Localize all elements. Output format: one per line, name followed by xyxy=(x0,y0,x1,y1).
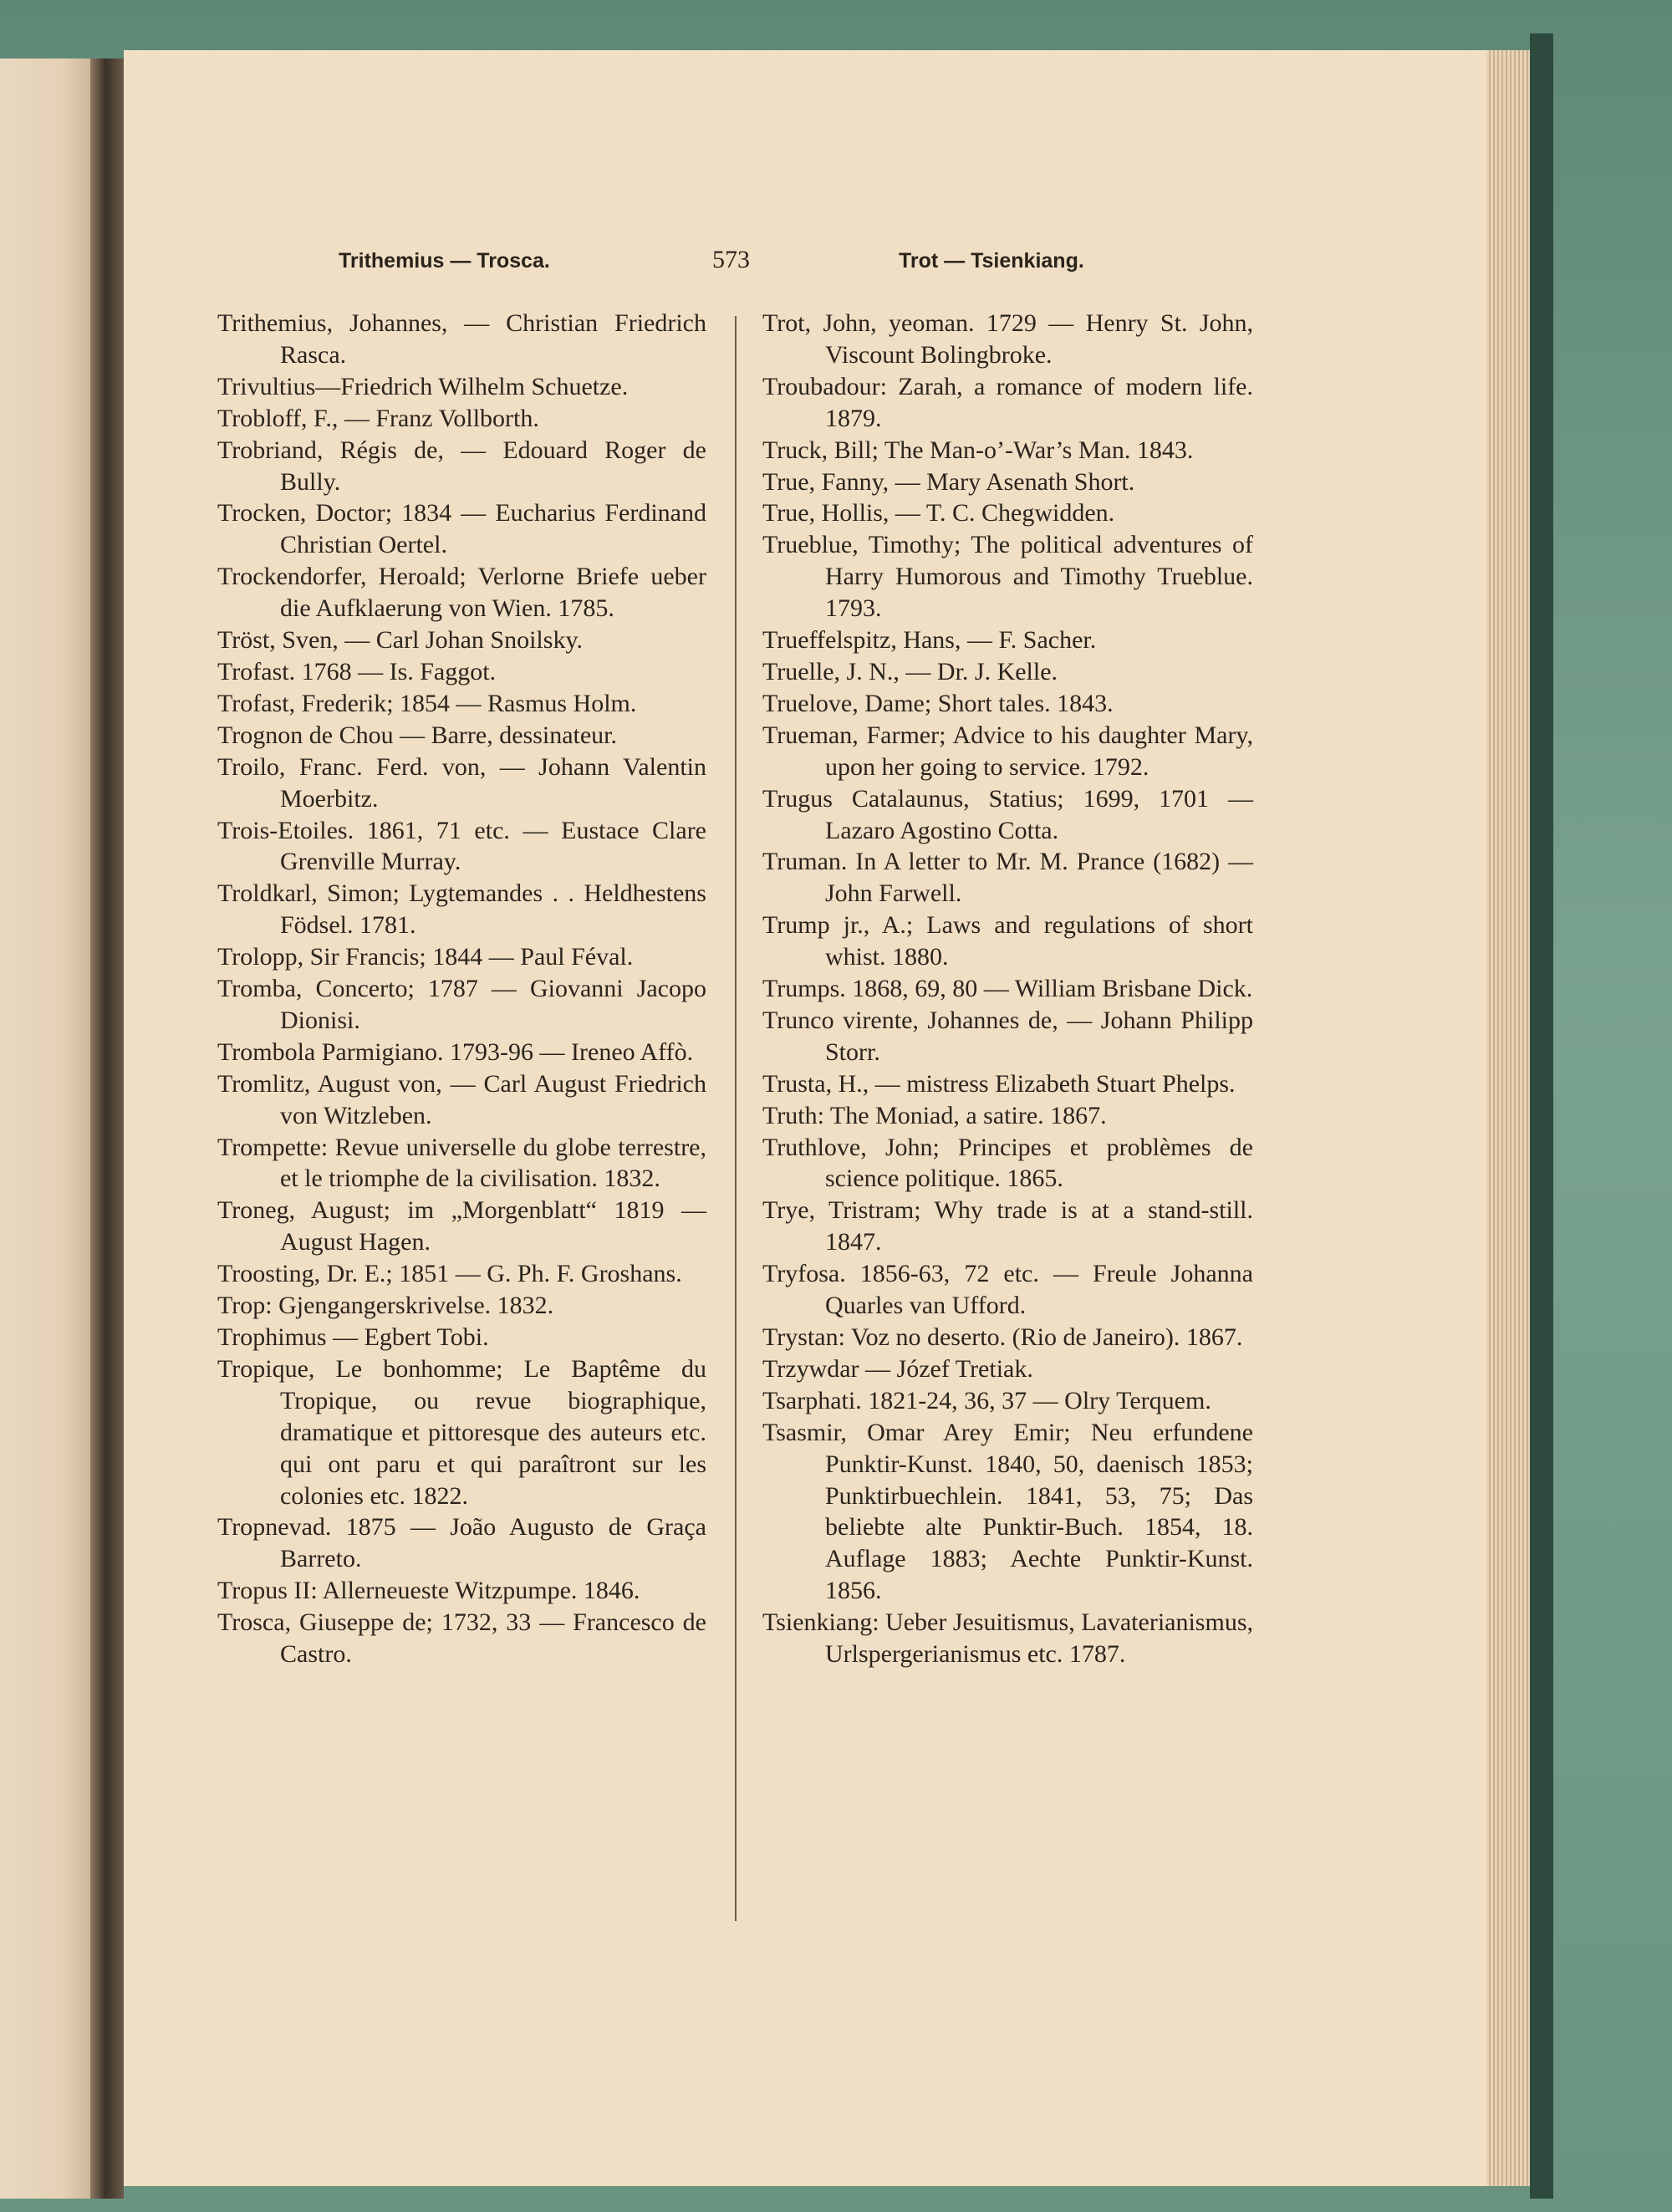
index-entry: Trzywdar — Józef Tretiak. xyxy=(762,1354,1033,1383)
index-entry: Trofast. 1768 — Is. Faggot. xyxy=(217,657,497,686)
index-entry: Trop: Gjengangerskrivelse. 1832. xyxy=(217,1292,554,1320)
index-entry: Trofast, Frederik; 1854 — Rasmus Holm. xyxy=(217,689,637,717)
index-entry: Tropnevad. 1875 — João Augusto de Graça Barreto. xyxy=(217,1513,706,1573)
index-entry: Trockendorfer, Heroald; Verlorne Briefe ueber die Aufklaerung von Wien. 1785. xyxy=(217,563,706,623)
index-entry: Trueblue, Timothy; The political adventures of Harry Humorous and Timothy Trueblue. 1793. xyxy=(762,531,1253,623)
index-entry: Trystan: Voz no deserto. (Rio de Janeiro). 1867. xyxy=(762,1323,1243,1351)
index-entry: Trognon de Chou — Barre, dessinateur. xyxy=(217,721,618,749)
index-entry: Troldkarl, Simon; Lygtemandes . . Heldhestens Födsel. 1781. xyxy=(217,879,706,940)
index-entry: Trueffelspitz, Hans, — F. Sacher. xyxy=(762,626,1097,655)
index-entry: Tromba, Concerto; 1787 — Giovanni Jacopo Dionisi. xyxy=(217,975,706,1034)
index-entry: Trolopp, Sir Francis; 1844 — Paul Féval. xyxy=(217,943,634,971)
index-entry: Trump jr., A.; Laws and regulations of short whist. 1880. xyxy=(762,911,1253,971)
index-entry: Tröst, Sven, — Carl Johan Snoilsky. xyxy=(217,626,583,655)
index-entry: Trot, John, yeoman. 1729 — Henry St. John, Viscount Bolingbroke. xyxy=(762,309,1253,369)
running-head-left: Trithemius — Trosca. xyxy=(339,249,550,273)
page-stack-edge xyxy=(1486,50,1530,2186)
book-gutter xyxy=(90,59,124,2199)
index-entry: Trithemius, Johannes, — Christian Friedrich Rasca. xyxy=(217,309,706,369)
index-entry: Truelle, J. N., — Dr. J. Kelle. xyxy=(762,657,1058,686)
index-entry: Tropique, Le bonhomme; Le Baptême du Tropique, ou revue biographique, dramatique et pittoresque des auteurs etc. qui ont paru et qui paraîtront sur les colonies etc. 1822. xyxy=(217,1354,706,1510)
index-entry: Trombola Parmigiano. 1793-96 — Ireneo Affò. xyxy=(217,1037,694,1066)
running-head xyxy=(0,246,1672,279)
facing-page-edge xyxy=(0,59,90,2199)
index-entry: Tsasmir, Omar Arey Emir; Neu erfundene Punktir-Kunst. 1840, 50, daenisch 1853; Punktirbuechlein. 1841, 53, 75; Das beliebte alte Punktir-Buch. 1854, 18. Auflage 1883; Aechte Punktir-Kunst. 1856. xyxy=(762,1418,1253,1605)
index-entry: True, Hollis, — T. C. Chegwidden. xyxy=(762,499,1115,528)
index-entry: Trosca, Giuseppe de; 1732, 33 — Francesco de Castro. xyxy=(217,1608,706,1669)
index-entry: Trobriand, Régis de, — Edouard Roger de Bully. xyxy=(217,436,706,496)
index-entry: Truelove, Dame; Short tales. 1843. xyxy=(762,689,1114,717)
index-entry: Trueman, Farmer; Advice to his daughter Mary, upon her going to service. 1792. xyxy=(762,721,1253,781)
index-entry: Trusta, H., — mistress Elizabeth Stuart Phelps. xyxy=(762,1069,1236,1098)
index-entry: Tryfosa. 1856-63, 72 etc. — Freule Johanna Quarles van Ufford. xyxy=(762,1260,1253,1320)
index-entry: Trompette: Revue universelle du globe terrestre, et le triomphe de la civilisation. 1832. xyxy=(217,1133,706,1193)
index-entry: Troneg, August; im „Morgenblatt“ 1819 — August Hagen. xyxy=(217,1196,706,1256)
index-entry: Tsarphati. 1821-24, 36, 37 — Olry Terquem. xyxy=(762,1386,1211,1414)
index-entry: Trophimus — Egbert Tobi. xyxy=(217,1323,489,1351)
index-entry: Trocken, Doctor; 1834 — Eucharius Ferdinand Christian Oertel. xyxy=(217,499,706,559)
index-entry: Trumps. 1868, 69, 80 — William Brisbane Dick. xyxy=(762,975,1253,1003)
left-column xyxy=(217,308,706,1670)
index-entry: Tsienkiang: Ueber Jesuitismus, Lavaterianismus, Urlspergerianismus etc. 1787. xyxy=(762,1608,1253,1669)
index-entry: Trunco virente, Johannes de, — Johann Philipp Storr. xyxy=(762,1006,1253,1066)
index-entry: True, Fanny, — Mary Asenath Short. xyxy=(762,467,1135,496)
page-number: 573 xyxy=(712,246,750,273)
index-entry: Trivultius—Friedrich Wilhelm Schuetze. xyxy=(217,372,629,400)
index-entry: Trois-Etoiles. 1861, 71 etc. — Eustace Clare Grenville Murray. xyxy=(217,816,706,876)
index-entry: Trye, Tristram; Why trade is at a stand-still. 1847. xyxy=(762,1196,1253,1256)
index-entry: Tropus II: Allerneueste Witzpumpe. 1846. xyxy=(217,1577,640,1605)
index-entry: Truman. In A letter to Mr. M. Prance (1682) — John Farwell. xyxy=(762,848,1253,908)
index-entry: Truth: The Moniad, a satire. 1867. xyxy=(762,1101,1107,1129)
running-head-right: Trot — Tsienkiang. xyxy=(899,249,1084,273)
index-entry: Truthlove, John; Principes et problèmes de science politique. 1865. xyxy=(762,1133,1253,1193)
index-entry: Troosting, Dr. E.; 1851 — G. Ph. F. Groshans. xyxy=(217,1260,682,1288)
column-divider xyxy=(735,316,737,1921)
right-column xyxy=(762,308,1253,1670)
index-entry: Troilo, Franc. Ferd. von, — Johann Valentin Moerbitz. xyxy=(217,752,706,813)
index-entry: Trobloff, F., — Franz Vollborth. xyxy=(217,404,539,432)
cover-edge xyxy=(1530,33,1553,2199)
index-entry: Trugus Catalaunus, Statius; 1699, 1701 — Lazaro Agostino Cotta. xyxy=(762,784,1253,844)
index-entry: Truck, Bill; The Man-o’-War’s Man. 1843. xyxy=(762,436,1194,464)
index-entry: Troubadour: Zarah, a romance of modern life. 1879. xyxy=(762,372,1253,432)
index-entry: Tromlitz, August von, — Carl August Friedrich von Witzleben. xyxy=(217,1069,706,1129)
